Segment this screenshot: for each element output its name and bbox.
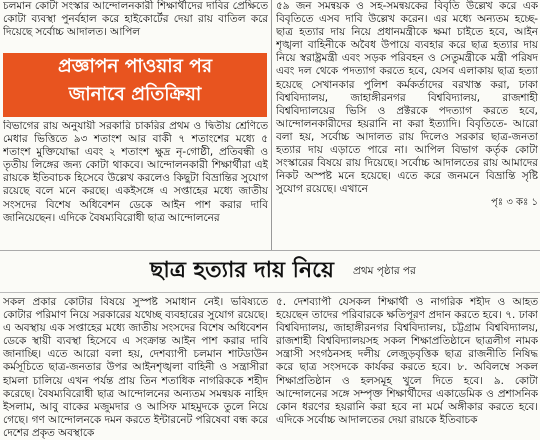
article-paragraph: ৫. দেশব্যাপী যেসকল শিক্ষার্থী ও নাগরিক শহীদ ও আহত হয়েছেন তাদের পরিবারকে ক্ষতিপূরণ প্রদান করতে হবে। ৭. ঢাকা বিশ্ববিদ্যালয়, জাহাঙ্গীরনগর বিশ্ববিদ্যালয়, চট্টগ্রাম বিশ্ববিদ্যালয়, রাজশাহী বিশ্ববিদ্যালয়সহ সকল শিক্ষাপ্রতিষ্ঠানে ছাত্রলীগ নামক সন্ত্রাসী সংগঠনসহ দলীয় লেজুড়বৃত্তিক ছাত্র রাজনীতি নিষিদ্ধ করে ছাত্র সংসদকে কার্যকর করতে হবে। ৮. অবিলম্বে সকল শিক্ষাপ্রতিষ্ঠান ও হলসমূহ খুলে দিতে হবে। ৯. কোটা আন্দোলনের সঙ্গে সম্পৃক্ত শিক্ষার্থীদের একাডেমিক ও প্রশাসনিক কোন ধরণের হয়রানি করা হবে না মর্মে অঙ্গীকার করতে হবে। এদিকে সর্বোচ্চ আদালতের দেয়া রায়কে ইতিবাচক [276,296,538,426]
article-paragraph: সকল প্রকার কোটার বিষয়ে সুস্পষ্ট সমাধান নেই। ভবিষ্যতে কোটার পরিমাণ নিয়ে সরকারের যথেচ্ছ ব্যবহারের সুযোগ রয়েছে। এ অবস্থায় এক সপ্তাহের মধ্যে জাতীয় সংসদের বিশেষ অধিবেশন ডেকে স্থায়ী ব্যবস্থা হিসেবে এ সংক্রান্ত আইন পাশ করার দাবি জানাচ্ছি। এতে আরো বলা হয়, দেশব্যাপী চলমান শাটডাউন কর্মসূচিতে ছাত্র-জনতার উপর আইনশৃঙ্খলা বাহিনী ও সন্ত্রাসীরা হামলা চালিয়ে এখন পর্যন্ত প্রায় তিন শতাধিক নাগরিককে শহীদ করেছে। বৈষম্যবিরোধী ছাত্র আন্দোলনের অন্যতম সমন্বয়ক নাহিদ ইসলাম, আবু বাকের মজুমদার ও আসিফ মাহমুদকে তুলে নিয়ে গেছে। গণ আন্দোলনকে দমন করতে ইন্টারনেট পরিষেবা বন্ধ করে দেশের প্রকৃত অবস্থাকে [3,296,268,439]
headline-divider [0,292,540,293]
continued-reference: পৃঃ ৩ কঃ ১ [491,197,538,209]
column-divider [271,0,272,250]
right-column-top-text [276,0,538,243]
left-column-bottom-text [3,296,268,440]
article-paragraph: ৫৯ জন সমন্বয়ক ও সহ-সমন্বয়কের বিবৃতি উল্লেখ করে এক বিবৃতিতে এসব দাবি উল্লেখ করেন। এর মধ্যে অন্যতম হচ্ছে- ছাত্র হত্যার দায় নিয়ে প্রধানমন্ত্রীকে ক্ষমা চাইতে হবে, আইন শৃঙ্খলা বাহিনীকে অবৈধ উপায়ে ব্যবহার করে ছাত্র হত্যার দায় নিয়ে স্বরাষ্ট্রমন্ত্রী এবং সড়ক পরিবহন ও সেতুমন্ত্রীকে মন্ত্রী পরিষদ এবং দল থেকে পদত্যাগ করতে হবে, যেসব এলাকায় ছাত্র হত্যা হয়েছে সেখানকার পুলিশ কর্মকর্তাদের বরখাস্ত করা, ঢাকা বিশ্ববিদ্যালয়, জাহাঙ্গীরনগর বিশ্ববিদ্যালয়, রাজশাহী বিশ্ববিদ্যালয়ের ভিসি ও প্রক্টরকে পদত্যাগ করতে হবে, আন্দোলনকারীদের হয়রানি না করা ইত্যাদি। বিবৃতিতে- আরো বলা হয়, সর্বোচ্চ আদালত রায় দিলেও সরকার ছাত্র-জনতা হত্যার দায় এড়াতে পারে না। আপিল বিভাগ কর্তৃক কোটা সংস্কারের বিষয়ে রায় দিয়েছে। সর্বোচ্চ আদালতের রায় আমাদের নিকট অস্পষ্ট মনে হয়েছে। এতে করে জনমনে বিভ্রান্তি সৃষ্টি সুযোগ রয়েছে। এখানে [276,0,538,196]
right-column-bottom-text [276,296,538,440]
banner-line-1: প্রজ্ঞাপন পাওয়ার পর [57,56,213,77]
headline-continuation: প্রথম পৃষ্ঠার পর [353,265,416,277]
left-column-top-text [3,0,268,48]
article-headline [40,252,540,290]
banner-line-2: জানাবে প্রতিক্রিয়া [68,84,202,105]
section-divider [0,250,540,251]
article-paragraph: চলমান কোটা সংস্কার আন্দোলনকারী শিক্ষার্থীদের দাবির প্রেক্ষিতে কোটা ব্যবস্থা পুনর্বহাল করে হাইকোর্টের দেয়া রায় বাতিল করে দিয়েছে সর্বোচ্চ আদালত। আপিল [3,0,268,39]
subheading-banner [3,53,267,117]
left-column-middle-text [3,120,268,248]
headline-title: ছাত্র হত্যার দায় নিয়ে [150,258,334,283]
article-paragraph: বিভাগের রায় অনুযায়ী সরকারি চাকরির প্রথম ও দ্বিতীয় শ্রেণিতে মেধার ভিত্তিতে ৯৩ শতাংশ আর বাকী ৭ শতাংশের মধ্যে ৫ শতাংশ মুক্তিযোদ্ধা এবং ২ শতাংশ ক্ষুদ্র নৃ-গোষ্ঠী, প্রতিবন্ধী ও তৃতীয় লিঙ্গের জন্য কোটা থাকবে। আন্দোলনকারী শিক্ষার্থীরা এই রায়কে ইতিবাচক হিসেবে উল্লেখ করলেও কিছুটা বিভ্রান্তির সুযোগ রয়েছে বলে মনে করছে। একইসঙ্গে এ সপ্তাহের মধ্যে জাতীয় সংসদের বিশেষ অধিবেশন ডেকে আইন পাশ করার দাবি জানিয়েছেন। এদিকে বৈষম্যবিরোধী ছাত্র আন্দোলনের [3,120,268,224]
